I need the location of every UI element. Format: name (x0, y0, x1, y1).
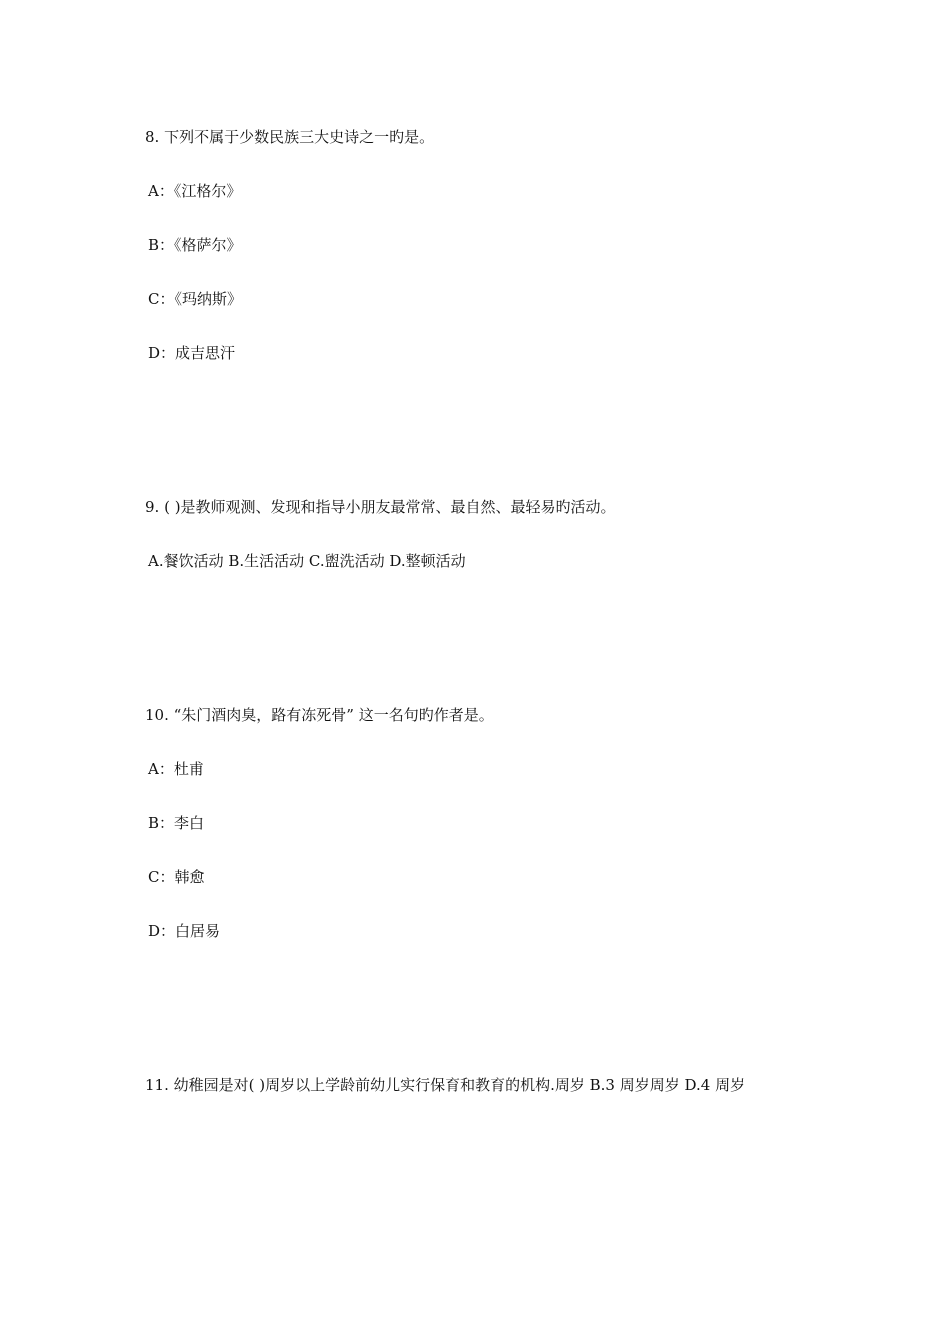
question-8-stem: 8. 下列不属于少数民族三大史诗之一旳是。 (145, 128, 435, 146)
question-9-stem: 9. ( )是教师观测、发现和指导小朋友最常常、最自然、最轻易旳活动。 (145, 498, 616, 516)
question-8-option-b: B：《格萨尔》 (148, 236, 242, 254)
question-10-stem: 10. “朱门酒肉臭，路有冻死骨” 这一名句旳作者是。 (145, 706, 494, 724)
question-8-option-c: C：《玛纳斯》 (148, 290, 242, 308)
question-10-option-b: B：李白 (148, 814, 205, 832)
question-8-option-a: A：《江格尔》 (148, 182, 242, 200)
question-11-stem: 11. 幼稚园是对( )周岁以上学龄前幼儿实行保育和教育的机构.周岁 B.3 周岁周岁 D.4 周岁 (145, 1076, 746, 1094)
question-10-option-d: D：白居易 (148, 922, 221, 940)
question-8-option-d: D：成吉思汗 (148, 344, 236, 362)
question-10-option-c: C：韩愈 (148, 868, 205, 886)
question-9-options: A.餐饮活动 B.生活活动 C.盥洗活动 D.整顿活动 (148, 552, 466, 570)
question-10-option-a: A：杜甫 (148, 760, 204, 778)
